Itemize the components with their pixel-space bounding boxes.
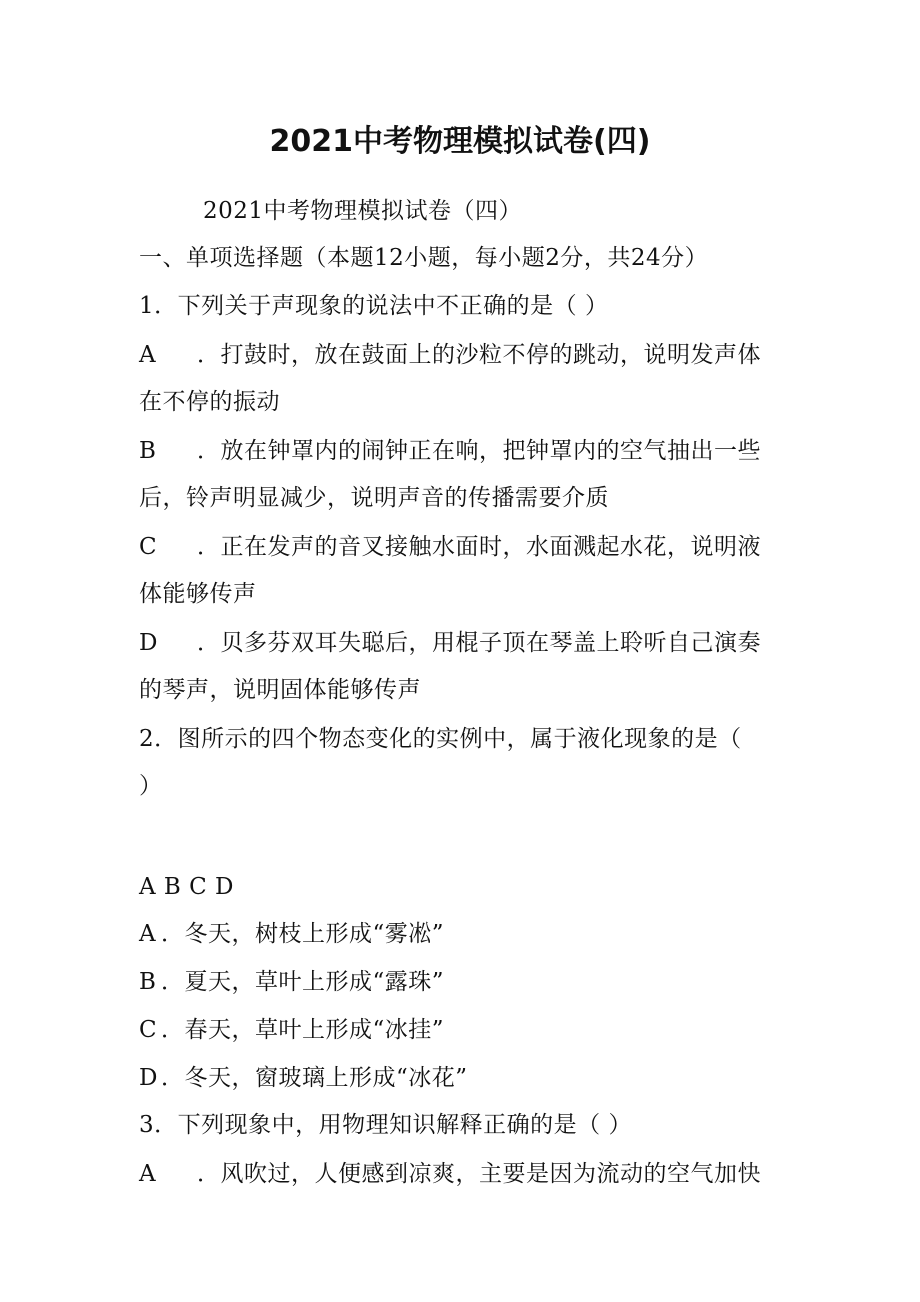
question-1-option-d-continued: 的琴声，说明固体能够传声 — [139, 677, 421, 703]
section-heading: 一、单项选择题（本题12小题，每小题2分，共24分） — [139, 245, 709, 271]
question-3-option-a — [139, 1158, 761, 1190]
question-2-stem: 2．图所示的四个物态变化的实例中，属于液化现象的是（ — [139, 726, 742, 752]
option-letter: D — [139, 630, 158, 656]
question-1-stem: 1．下列关于声现象的说法中不正确的是（ ） — [139, 293, 609, 319]
option-text: ．正在发声的音叉接触水面时，水面溅起水花，说明液 — [197, 534, 761, 560]
option-text: ．风吹过，人便感到凉爽，主要是因为流动的空气加快 — [197, 1161, 761, 1187]
option-text: ．贝多芬双耳失聪后，用棍子顶在琴盖上聆听自己演奏 — [197, 630, 761, 656]
question-1-option-b-continued: 后，铃声明显减少，说明声音的传播需要介质 — [139, 485, 609, 511]
question-1-option-a — [139, 339, 761, 371]
option-letter: D — [139, 1065, 158, 1091]
option-text: ．夏天，草叶上形成“露珠” — [161, 969, 445, 995]
figure-labels: A B C D — [139, 874, 234, 900]
question-2-stem-continued: ） — [139, 773, 163, 799]
question-1-option-d — [139, 627, 761, 659]
option-letter: C — [139, 534, 158, 560]
option-letter: A — [139, 921, 157, 947]
question-2-option-a — [139, 918, 444, 950]
option-letter: B — [139, 969, 157, 995]
option-text: ．冬天，窗玻璃上形成“冰花” — [161, 1065, 468, 1091]
option-text: ．打鼓时，放在鼓面上的沙粒不停的跳动，说明发声体 — [197, 342, 761, 368]
question-2-option-d — [139, 1062, 468, 1094]
option-text: ．冬天，树枝上形成“雾凇” — [161, 921, 445, 947]
option-letter: A — [139, 1161, 157, 1187]
question-1-option-c — [139, 531, 761, 563]
option-letter: B — [139, 438, 157, 464]
question-3-stem: 3．下列现象中，用物理知识解释正确的是（ ） — [139, 1112, 632, 1138]
document-title: 2021中考物理模拟试卷(四) — [269, 124, 651, 159]
question-2-option-c — [139, 1014, 444, 1046]
option-letter: A — [139, 342, 157, 368]
question-1-option-b — [139, 435, 761, 467]
question-1-option-a-continued: 在不停的振动 — [139, 389, 280, 415]
option-text: ．春天，草叶上形成“冰挂” — [161, 1017, 445, 1043]
document-subtitle: 2021中考物理模拟试卷（四） — [203, 198, 523, 224]
option-letter: C — [139, 1017, 158, 1043]
option-text: ．放在钟罩内的闹钟正在响，把钟罩内的空气抽出一些 — [197, 438, 761, 464]
question-1-option-c-continued: 体能够传声 — [139, 581, 257, 607]
question-2-option-b — [139, 966, 444, 998]
